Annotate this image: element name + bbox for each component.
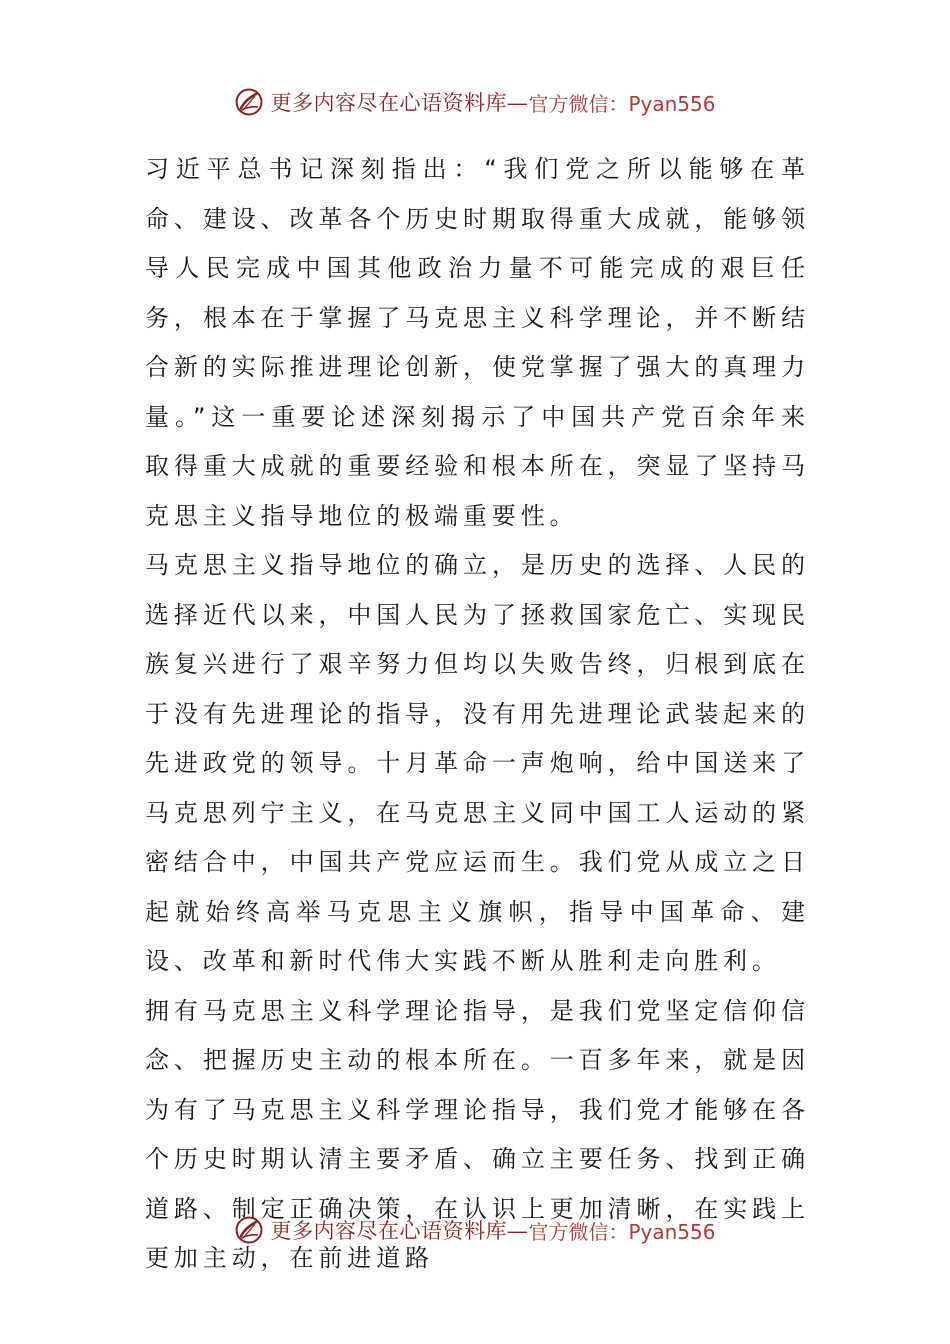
header-watermark-banner — [0, 82, 950, 122]
paragraph-1: 习近平总书记深刻指出：“我们党之所以能够在革命、建设、改革各个历史时期取得重大成就，能够领导人民完成中国其他政治力量不可能完成的艰巨任务，根本在于掌握了马克思主义科学理论，并不断结合新的实际推进理论创新，使党掌握了强大的真理力量。”这一重要论述深刻揭示了中国共产党百余年来取得重大成就的重要经验和根本所在，突显了坚持马克思主义指导地位的极端重要性。 — [145, 155, 810, 530]
pen-logo-icon — [234, 1215, 264, 1245]
paragraph-2: 马克思主义指导地位的确立，是历史的选择、人民的选择近代以来，中国人民为了拯救国家危亡、实现民族复兴进行了艰辛努力但均以失败告终，归根到底在于没有先进理论的指导，没有用先进理论武装起来的先进政党的领导。十月革命一声炮响，给中国送来了马克思列宁主义，在马克思主义同中国工人运动的紧密结合中，中国共产党应运而生。我们党从成立之日起就始终高举马克思主义旗帜，指导中国革命、建设、改革和新时代伟大实践不断从胜利走向胜利。 — [145, 551, 810, 975]
article-body — [145, 145, 810, 1284]
paragraph-3: 拥有马克思主义科学理论指导，是我们党坚定信仰信念、把握历史主动的根本所在。一百多年来，就是因为有了马克思主义科学理论指导，我们党才能够在各个历史时期认清主要矛盾、确立主要任务、找到正确道路、制定正确决策，在认识上更加清晰，在实践上更加主动，在前进道路 — [145, 996, 810, 1272]
footer-watermark-banner — [0, 1210, 950, 1250]
header-banner-text: 更多内容尽在心语资料库— — [270, 91, 529, 115]
footer-banner-wechat: 官方微信：Pyan556 — [528, 1219, 716, 1244]
pen-logo-icon — [234, 87, 264, 117]
header-banner-wechat: 官方微信：Pyan556 — [528, 91, 716, 116]
footer-banner-text: 更多内容尽在心语资料库— — [270, 1219, 529, 1243]
